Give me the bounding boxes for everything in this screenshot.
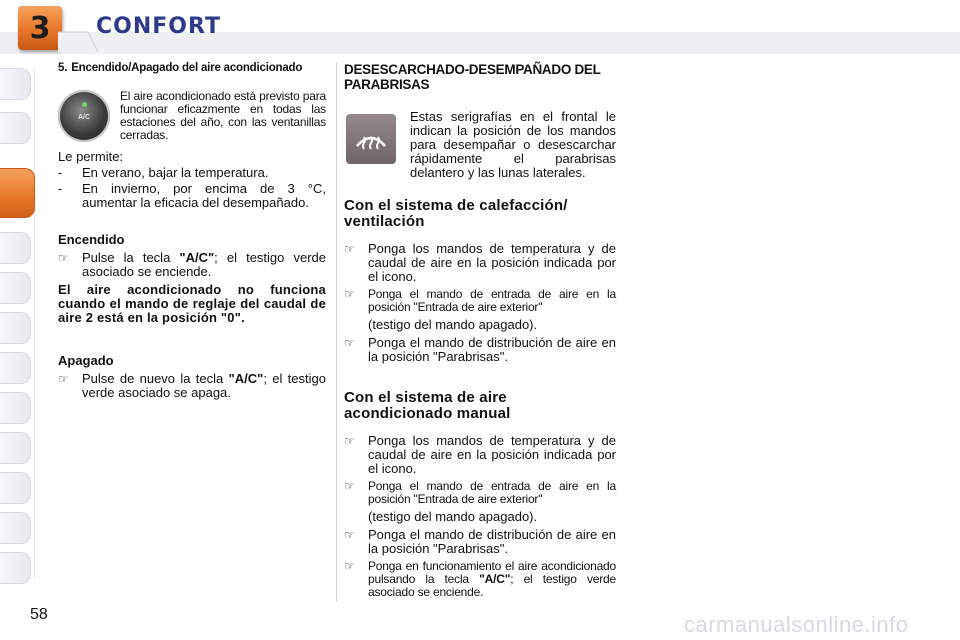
chapter-tab-10[interactable] — [0, 472, 31, 504]
ac-button-label: A/C — [77, 114, 91, 121]
ac-section-title: Con el sistema de aire acondicionado manual — [344, 389, 511, 422]
chapter-tab-1[interactable] — [0, 68, 31, 100]
chapter-tab-8[interactable] — [0, 392, 31, 424]
pointing-hand-icon: ☞ — [344, 528, 355, 542]
permite-label: Le permite: — [58, 149, 124, 164]
ac-indicator-led — [82, 102, 87, 107]
tabs-rail — [34, 68, 35, 578]
chapter-tab-4[interactable] — [0, 232, 31, 264]
chapter-tab-5[interactable] — [0, 272, 31, 304]
encendido-instruction: ☞ Pulse la tecla "A/C"; el testigo verde asociado se enciende. — [58, 250, 327, 279]
watermark: carmanualsonline.info — [684, 612, 909, 637]
chapter-badge — [18, 6, 62, 50]
ac-step: ☞ Ponga el mando de entrada de aire en la posición "Entrada de aire exterior" — [344, 479, 616, 506]
chapter-tab-11[interactable] — [0, 512, 31, 544]
section-number: 5. — [58, 62, 68, 74]
chapter-tab-6[interactable] — [0, 312, 31, 344]
defrost-symbol — [354, 124, 388, 154]
apagado-instruction: ☞ Pulse de nuevo la tecla "A/C"; el testigo verde asociado se apaga. — [58, 371, 326, 400]
heating-note: (testigo del mando apagado). — [368, 317, 538, 332]
apagado-title: Apagado — [58, 353, 114, 368]
list-item: - En invierno, por encima de 3 °C, aumentar la eficacia del desempañado. — [58, 181, 326, 210]
windscreen-defrost-icon — [346, 114, 396, 164]
pointing-hand-icon: ☞ — [58, 372, 69, 386]
pointing-hand-icon: ☞ — [344, 434, 355, 448]
chapter-tab-3-active[interactable] — [0, 168, 35, 218]
ac-intro-text: El aire acondicionado está previsto para funcionar eficazmente en todas las estaciones del año, con las ventanillas cerradas. — [120, 89, 326, 142]
ac-note: (testigo del mando apagado). — [368, 509, 538, 524]
pointing-hand-icon: ☞ — [344, 559, 355, 573]
page-header — [0, 0, 960, 56]
chapter-number: 3 — [29, 10, 51, 46]
left-column — [58, 62, 327, 400]
right-column — [344, 62, 616, 599]
ac-step: ☞ Ponga los mandos de temperatura y de caudal de aire en la posición indicada por el icono. — [344, 433, 616, 476]
warning-text: El aire acondicionado no funciona cuando el mando de reglaje del caudal de aire 2 está en la posición "0". — [58, 282, 326, 325]
chapter-tab-12[interactable] — [0, 552, 31, 584]
encendido-title: Encendido — [58, 232, 125, 247]
pointing-hand-icon: ☞ — [344, 479, 355, 493]
heating-step: ☞ Ponga los mandos de temperatura y de caudal de aire en la posición indicada por el icono. — [344, 241, 616, 284]
defrost-main-title: DESESCARCHADO-DESEMPAÑADO DEL PARABRISAS — [344, 62, 601, 92]
ac-step: ☞ Ponga el mando de distribución de aire en la posición "Parabrisas". — [344, 527, 616, 556]
section-title — [58, 62, 326, 74]
heating-step: ☞ Ponga el mando de distribución de aire en la posición "Parabrisas". — [344, 335, 616, 364]
list-item: - En verano, bajar la temperatura. — [58, 165, 269, 180]
chapter-tab-2[interactable] — [0, 112, 31, 144]
ac-step: ☞ Ponga en funcionamiento el aire acondicionado pulsando la tecla "A/C"; el testigo verde asociado se enciende. — [344, 559, 616, 599]
defrost-intro-text: Estas serigrafías en el frontal le indican la posición de los mandos para desempañar o desescarchar rápidamente el parabrisas delantero y las lunas laterales. — [410, 109, 616, 180]
heating-step: ☞ Ponga el mando de entrada de aire en la posición "Entrada de aire exterior" — [344, 287, 616, 314]
pointing-hand-icon: ☞ — [344, 287, 355, 301]
chapter-tab-7[interactable] — [0, 352, 31, 384]
section-title-text: Encendido/Apagado del aire acondicionado — [71, 62, 303, 74]
pointing-hand-icon: ☞ — [344, 242, 355, 256]
pointing-hand-icon: ☞ — [58, 251, 69, 265]
chapter-tab-9[interactable] — [0, 432, 31, 464]
chapter-tabs — [0, 68, 36, 588]
heating-section-title: Con el sistema de calefacción/ ventilación — [344, 197, 568, 230]
page-number: 58 — [30, 606, 48, 623]
header-swoosh-decoration — [58, 30, 98, 54]
ac-button-image — [58, 90, 110, 142]
column-divider — [336, 62, 337, 602]
pointing-hand-icon: ☞ — [344, 336, 355, 350]
chapter-title: CONFORT — [96, 14, 221, 39]
